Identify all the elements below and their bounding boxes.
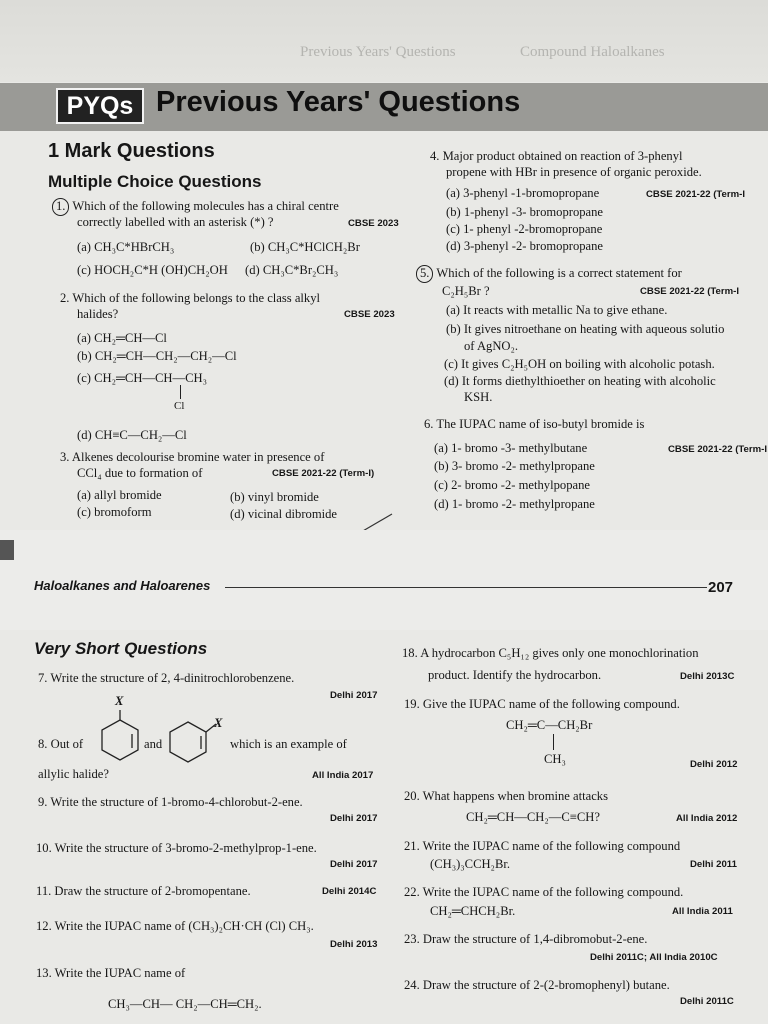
q12-text: 12. Write the IUPAC name of (CH₃)₂CH·CH (Cl) CH₃.	[36, 919, 314, 933]
q5-option-d1: (d) It forms diethylthioether on heating with alcoholic	[444, 374, 716, 388]
q7-tag: Delhi 2017	[330, 690, 378, 701]
page-number: 207	[708, 579, 734, 596]
q4-block	[430, 149, 683, 165]
q5-number: 5.	[416, 265, 433, 283]
q2-line1: Which of the following belongs to the class alkyl	[72, 291, 321, 305]
q6-option-d: (d) 1- bromo -2- methylpropane	[434, 497, 595, 511]
q8-pre: 8. Out of	[38, 737, 84, 751]
q6-block	[424, 417, 644, 433]
footer-rule	[225, 587, 707, 588]
q5-block	[416, 265, 682, 283]
q7-text: 7. Write the structure of 2, 4-dinitrochlorobenzene.	[38, 671, 295, 685]
q5-tag: CBSE 2021-22 (Term-I	[640, 286, 739, 297]
q1-tag: CBSE 2023	[348, 218, 399, 229]
q11-tag: Delhi 2014C	[322, 886, 377, 897]
q19-sub: CH₃	[544, 752, 566, 766]
q19-text: 19. Give the IUPAC name of the following compound.	[404, 697, 680, 711]
q1-number: 1.	[52, 198, 69, 216]
q11-text: 11. Draw the structure of 2-bromopentane.	[36, 884, 251, 898]
q5-option-c: (c) It gives C₂H₅OH on boiling with alcoholic potash.	[444, 357, 715, 371]
banner-title: Previous Years' Questions	[156, 86, 521, 118]
q8-post: which is an example of	[230, 737, 347, 751]
q22-line1: 22. Write the IUPAC name of the following compound.	[404, 885, 684, 899]
q3-line2: CCl₄ due to formation of	[77, 466, 203, 480]
q13-formula: CH₃—CH— CH₂—CH═CH₂.	[108, 997, 262, 1011]
q4-option-d: (d) 3-phenyl -2- bromopropane	[446, 239, 604, 253]
q8-tag: All India 2017	[312, 770, 374, 781]
ghost-header-text: Previous Years' Questions	[300, 44, 456, 60]
q6-option-b: (b) 3- bromo -2- methylpropane	[434, 459, 595, 473]
q3-option-d: (d) vicinal dibromide	[230, 507, 338, 521]
q9-tag: Delhi 2017	[330, 813, 378, 824]
q19-tag: Delhi 2012	[690, 759, 738, 770]
q13-text: 13. Write the IUPAC name of	[36, 966, 186, 980]
q3-option-c: (c) bromoform	[77, 505, 152, 519]
q18-line1: 18. A hydrocarbon C₅H₁₂ gives only one monochlorination	[402, 646, 699, 660]
q8-and: and	[144, 737, 163, 751]
q18-tag: Delhi 2013C	[680, 671, 735, 682]
q2-option-d: (d) CH≡C—CH₂—Cl	[77, 428, 187, 442]
q20-text: 20. What happens when bromine attacks	[404, 789, 609, 803]
q3-option-b: (b) vinyl bromide	[230, 490, 319, 504]
q2-number: 2.	[60, 291, 70, 305]
q3-tag: CBSE 2021-22 (Term-I)	[272, 468, 375, 479]
q22-line2: CH₂═CHCH₂Br.	[430, 904, 516, 918]
q23-tag: Delhi 2011C; All India 2010C	[590, 952, 718, 963]
q6-tag: CBSE 2021-22 (Term-I	[668, 444, 767, 455]
q23-text: 23. Draw the structure of 1,4-dibromobut-2-ene.	[404, 932, 648, 946]
q18-line2: product. Identify the hydrocarbon.	[428, 668, 602, 682]
very-short-heading: Very Short Questions	[34, 639, 208, 658]
q8-line2: allylic halide?	[38, 767, 109, 781]
q1-line2: correctly labelled with an asterisk (*) ?	[77, 215, 274, 229]
q1-option-a: (a) CH₃C*HBrCH₃	[77, 240, 175, 254]
section-heading: 1 Mark Questions	[48, 140, 215, 162]
q5-option-b1: (b) It gives nitroethane on heating with aqueous solutio	[446, 322, 725, 336]
q1-option-d: (d) CH₃C*Br₂CH₃	[245, 263, 339, 277]
q19-bond-line	[553, 734, 554, 750]
q21-line2: (CH₃)₃CCH₂Br.	[430, 857, 510, 871]
chapter-footer: Haloalkanes and Haloarenes	[34, 578, 211, 593]
q12-tag: Delhi 2013	[330, 939, 378, 950]
q3-number: 3.	[60, 450, 70, 464]
q2-block	[60, 291, 320, 307]
q2-bond-line	[180, 385, 181, 399]
q10-tag: Delhi 2017	[330, 859, 378, 870]
q2-option-b: (b) CH₂═CH—CH₂—CH₂—Cl	[77, 349, 237, 363]
q1-line1: Which of the following molecules has a chiral centre	[72, 199, 339, 213]
q6-line1: The IUPAC name of iso-butyl bromide is	[436, 417, 645, 431]
q2-line2: halides?	[77, 307, 119, 321]
q6-number: 6.	[424, 417, 434, 431]
q4-option-c: (c) 1- phenyl -2-bromopropane	[446, 222, 603, 236]
q8-label-x2: X	[214, 716, 223, 730]
q3-option-a: (a) allyl bromide	[77, 488, 162, 502]
q5-option-b2: of AgNO₂.	[464, 339, 519, 353]
q5-line2: C₂H₅Br ?	[442, 284, 490, 298]
scan-edge	[0, 540, 14, 560]
q20-formula: CH₂═CH—CH₂—C≡CH?	[466, 810, 600, 824]
q24-text: 24. Draw the structure of 2-(2-bromophenyl) butane.	[404, 978, 670, 992]
q2-option-c: (c) CH₂═CH—CH—CH₃	[77, 371, 207, 385]
q3-block	[60, 450, 324, 466]
q1-block	[52, 198, 339, 216]
q21-line1: 21. Write the IUPAC name of the following compound	[404, 839, 681, 853]
q6-option-c: (c) 2- bromo -2- methylpopane	[434, 478, 590, 492]
q5-option-a: (a) It reacts with metallic Na to give ethane.	[446, 303, 668, 317]
q3-line1: Alkenes decolourise bromine water in presence of	[71, 450, 325, 464]
q4-line2: propene with HBr in presence of organic peroxide.	[446, 165, 702, 179]
q4-option-b: (b) 1-phenyl -3- bromopropane	[446, 205, 604, 219]
section-subheading: Multiple Choice Questions	[48, 172, 262, 191]
q2-tag: CBSE 2023	[344, 309, 395, 320]
q21-tag: Delhi 2011	[690, 859, 737, 870]
top-faded-strip	[0, 0, 768, 82]
q9-text: 9. Write the structure of 1-bromo-4-chlorobut-2-ene.	[38, 795, 303, 809]
pyqs-badge: PYQs	[56, 88, 144, 124]
q5-line1: Which of the following is a correct statement for	[436, 266, 682, 280]
q4-line1: Major product obtained on reaction of 3-phenyl	[442, 149, 683, 163]
q1-option-b: (b) CH₃C*HClCH₂Br	[250, 240, 360, 254]
ghost-header-text-2: Compound Haloalkanes	[520, 44, 665, 60]
q2-option-a: (a) CH₂═CH—Cl	[77, 331, 167, 345]
q19-formula: CH₂═C—CH₂Br	[506, 718, 593, 732]
q1-option-c: (c) HOCH₂C*H (OH)CH₂OH	[77, 263, 228, 277]
q4-tag: CBSE 2021-22 (Term-I	[646, 189, 745, 200]
q6-option-a: (a) 1- bromo -3- methylbutane	[434, 441, 588, 455]
q10-text: 10. Write the structure of 3-bromo-2-methylprop-1-ene.	[36, 841, 317, 855]
q20-tag: All India 2012	[676, 813, 738, 824]
q8-label-x1: X	[115, 694, 124, 708]
q5-option-d2: KSH.	[464, 390, 493, 404]
q4-option-a: (a) 3-phenyl -1-bromopropane	[446, 186, 600, 200]
q22-tag: All India 2011	[672, 906, 733, 917]
q4-number: 4.	[430, 149, 440, 163]
q24-tag: Delhi 2011C	[680, 996, 734, 1007]
q2-option-c-sub: Cl	[174, 400, 185, 412]
